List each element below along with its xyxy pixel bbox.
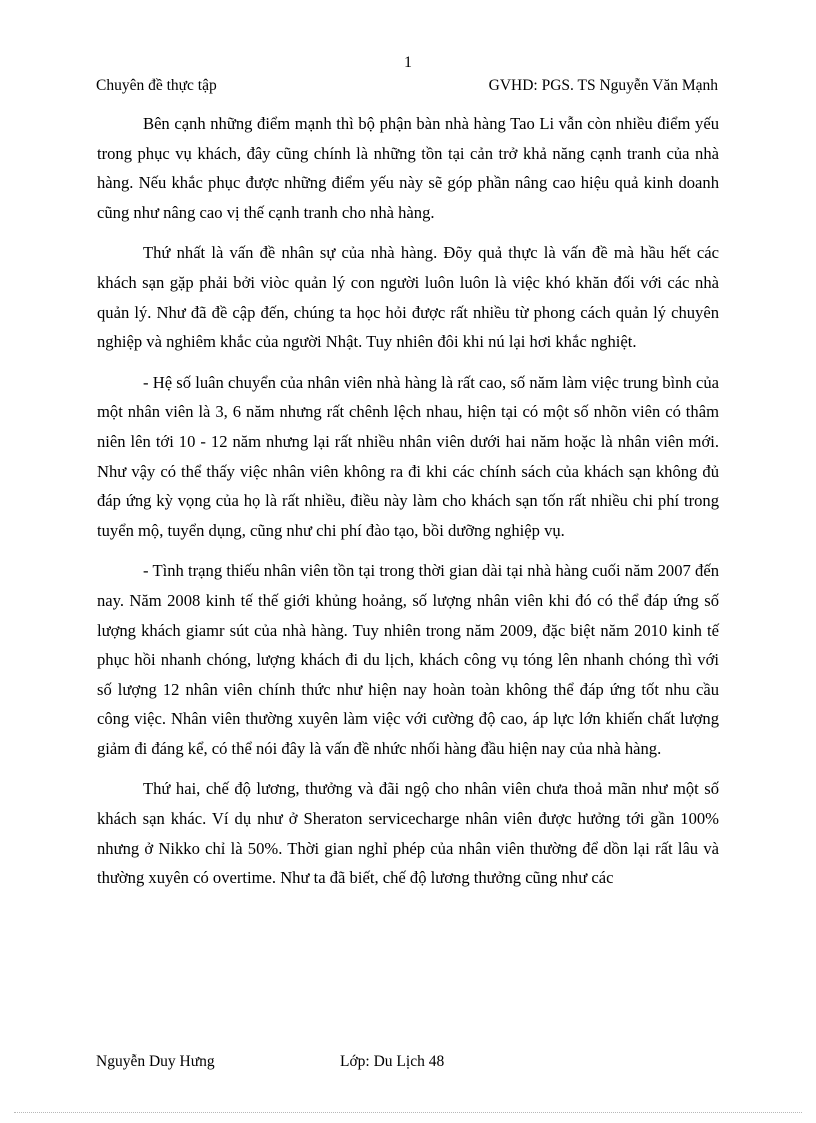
paragraph: Thứ hai, chế độ lương, thưởng và đãi ngộ cho nhân viên chưa thoả mãn như một số khách sạn khác. Ví dụ như ở Sheraton servicecharge nhân viên được hưởng tới gần 100% nhưng ở Nikko chỉ là 50%. Thời gian nghỉ phép của nhân viên thường để dồn lại rất lâu và thường xuyên có overtime. Như ta đã biết, chế độ lương thưởng cũng như các [97, 779, 719, 888]
paragraph: - Tình trạng thiếu nhân viên tồn tại trong thời gian dài tại nhà hàng cuối năm 2007 đến nay. Năm 2008 kinh tế thế giới khủng hoảng, số lượng nhân viên khi đó có thể đáp ứng số lượng khách giamr sút của nhà hàng. Tuy nhiên trong năm 2009, đặc biệt năm 2010 kinh tế phục hồi nhanh chóng, lượng khách đi du lịch, khách công vụ tóng lên nhanh chóng thì với số lượng 12 nhân viên chính thức như hiện nay hoàn toàn không thể đáp ứng tốt nhu cầu công việc. Nhân viên thường xuyên làm việc với cường độ cao, áp lực lớn khiến chất lượng giảm đi đáng kể, có thể nói đây là vấn đề nhức nhối hàng đầu hiện nay của nhà hàng. [97, 561, 719, 758]
header-title: Chuyên đề thực tập [96, 77, 217, 94]
page-edge-rule [14, 1112, 802, 1113]
footer-class: Lớp: Du Lịch 48 [340, 1053, 445, 1070]
paragraph: Thứ nhất là vấn đề nhân sự của nhà hàng. Đõy quả thực là vấn đề mà hầu hết các khách sạn gặp phải bởi viòc quản lý con người luôn luôn là việc khó khăn đối với các nhà quản lý. Như đã đề cập đến, chúng ta học hỏi được rất nhiều từ phong cách quản lý chuyên nghiệp và nghiêm khắc của người Nhật. Tuy nhiên đôi khi nú lại hơi khắc nghiệt. [97, 243, 719, 352]
footer-author: Nguyễn Duy Hưng [96, 1053, 215, 1070]
page-header [96, 76, 718, 96]
header-supervisor: GVHD: PGS. TS Nguyễn Văn Mạnh [488, 77, 718, 94]
page-footer [96, 1051, 718, 1073]
paragraph: Bên cạnh những điểm mạnh thì bộ phận bàn nhà hàng Tao Li vẫn còn nhiều điểm yếu trong phục vụ khách, đây cũng chính là những tồn tại cản trở khả năng cạnh tranh của nhà hàng. Nếu khắc phục được những điểm yếu này sẽ góp phần nâng cao hiệu quả kinh doanh cũng như nâng cao vị thế cạnh tranh cho nhà hàng. [97, 114, 719, 222]
page-number: 1 [404, 54, 412, 71]
paragraph: - Hệ số luân chuyển của nhân viên nhà hàng là rất cao, số năm làm việc trung bình của một nhân viên là 3, 6 năm nhưng rất chênh lệch nhau, hiện tại có một số nhõn viên có thâm niên lên tới 10 - 12 năm nhưng lại rất nhiều nhân viên dưới hai năm hoặc là nhân viên mới. Như vậy có thể thấy việc nhân viên không ra đi khi các chính sách của khách sạn không đủ đáp ứng kỳ vọng của họ là rất nhiều, điều này làm cho khách sạn tốn rất nhiều chi phí trong tuyển mộ, tuyển dụng, cũng như chi phí đào tạo, bồi dưỡng nghiệp vụ. [97, 372, 719, 540]
document-body [97, 109, 719, 893]
